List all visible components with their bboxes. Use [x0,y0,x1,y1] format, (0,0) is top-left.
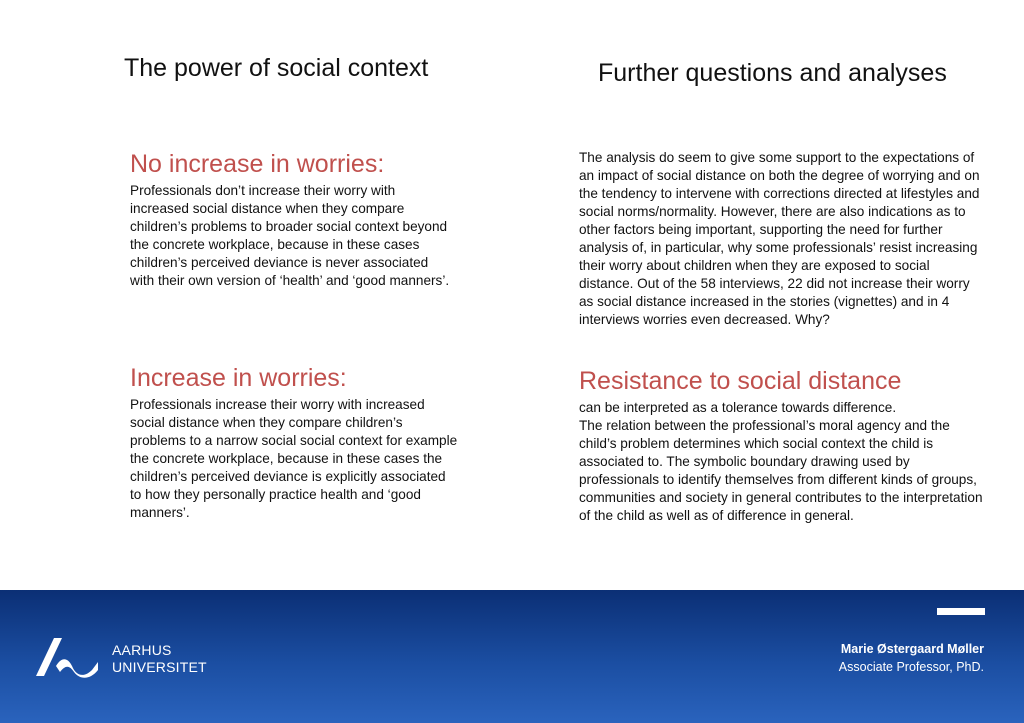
no-increase-body: Professionals don’t increase their worry with increased social distance when they compare children’s problems to broader social context beyond the concrete workplace, because in these cases children’s perceived deviance is never associated with their own version of ‘health’ and ‘good manners’. [130,183,450,288]
footer-accent-bar [937,608,985,615]
resistance-heading: Resistance to social distance [579,367,902,395]
university-name-line-1: AARHUS [112,642,172,658]
right-column-title: Further questions and analyses [598,59,947,87]
author-name: Marie Østergaard Møller [840,642,984,656]
university-name [112,642,207,676]
left-column-title: The power of social context [124,54,429,82]
analysis-paragraph: The analysis do seem to give some support to the expectations of an impact of social distance on both the degree of worrying and on the tendency to intervene with corrections directed at lifestyles and social norms/normality. However, there are also indications as to other factors being important, supporting the need for further analysis of, in particular, why some professionals’ resist increasing their worry about children when they are exposed to social distance. Out of the 58 interviews, 22 did not increase their worry as social distance increased in the stories (vignettes) and in 4 interviews worries even decreased. Why? [579,150,980,327]
resistance-line-2: The relation between the professional’s moral agency and the child’s problem determines which social context the child is associated to. The symbolic boundary drawing used by professionals to identify themselves from different kinds of groups, communities and society in general contributes to the interpretation of the child as well as of difference in general. [579,418,983,523]
no-increase-heading: No increase in worries: [130,150,385,178]
increase-heading: Increase in worries: [130,364,347,392]
university-logo-icon [36,636,100,678]
resistance-line-1: can be interpreted as a tolerance towards difference. [579,400,897,415]
author-block [839,640,984,676]
university-name-line-2: UNIVERSITET [112,659,207,675]
resistance-body [579,399,984,525]
footer-band [0,590,1024,723]
author-title: Associate Professor, PhD. [838,660,984,674]
increase-body: Professionals increase their worry with increased social distance when they compare children’s problems to a narrow social social context for example the concrete workplace, because in these cases the children’s perceived deviance is explicitly associated to how they personally practice health and ‘good manners’. [130,397,458,520]
